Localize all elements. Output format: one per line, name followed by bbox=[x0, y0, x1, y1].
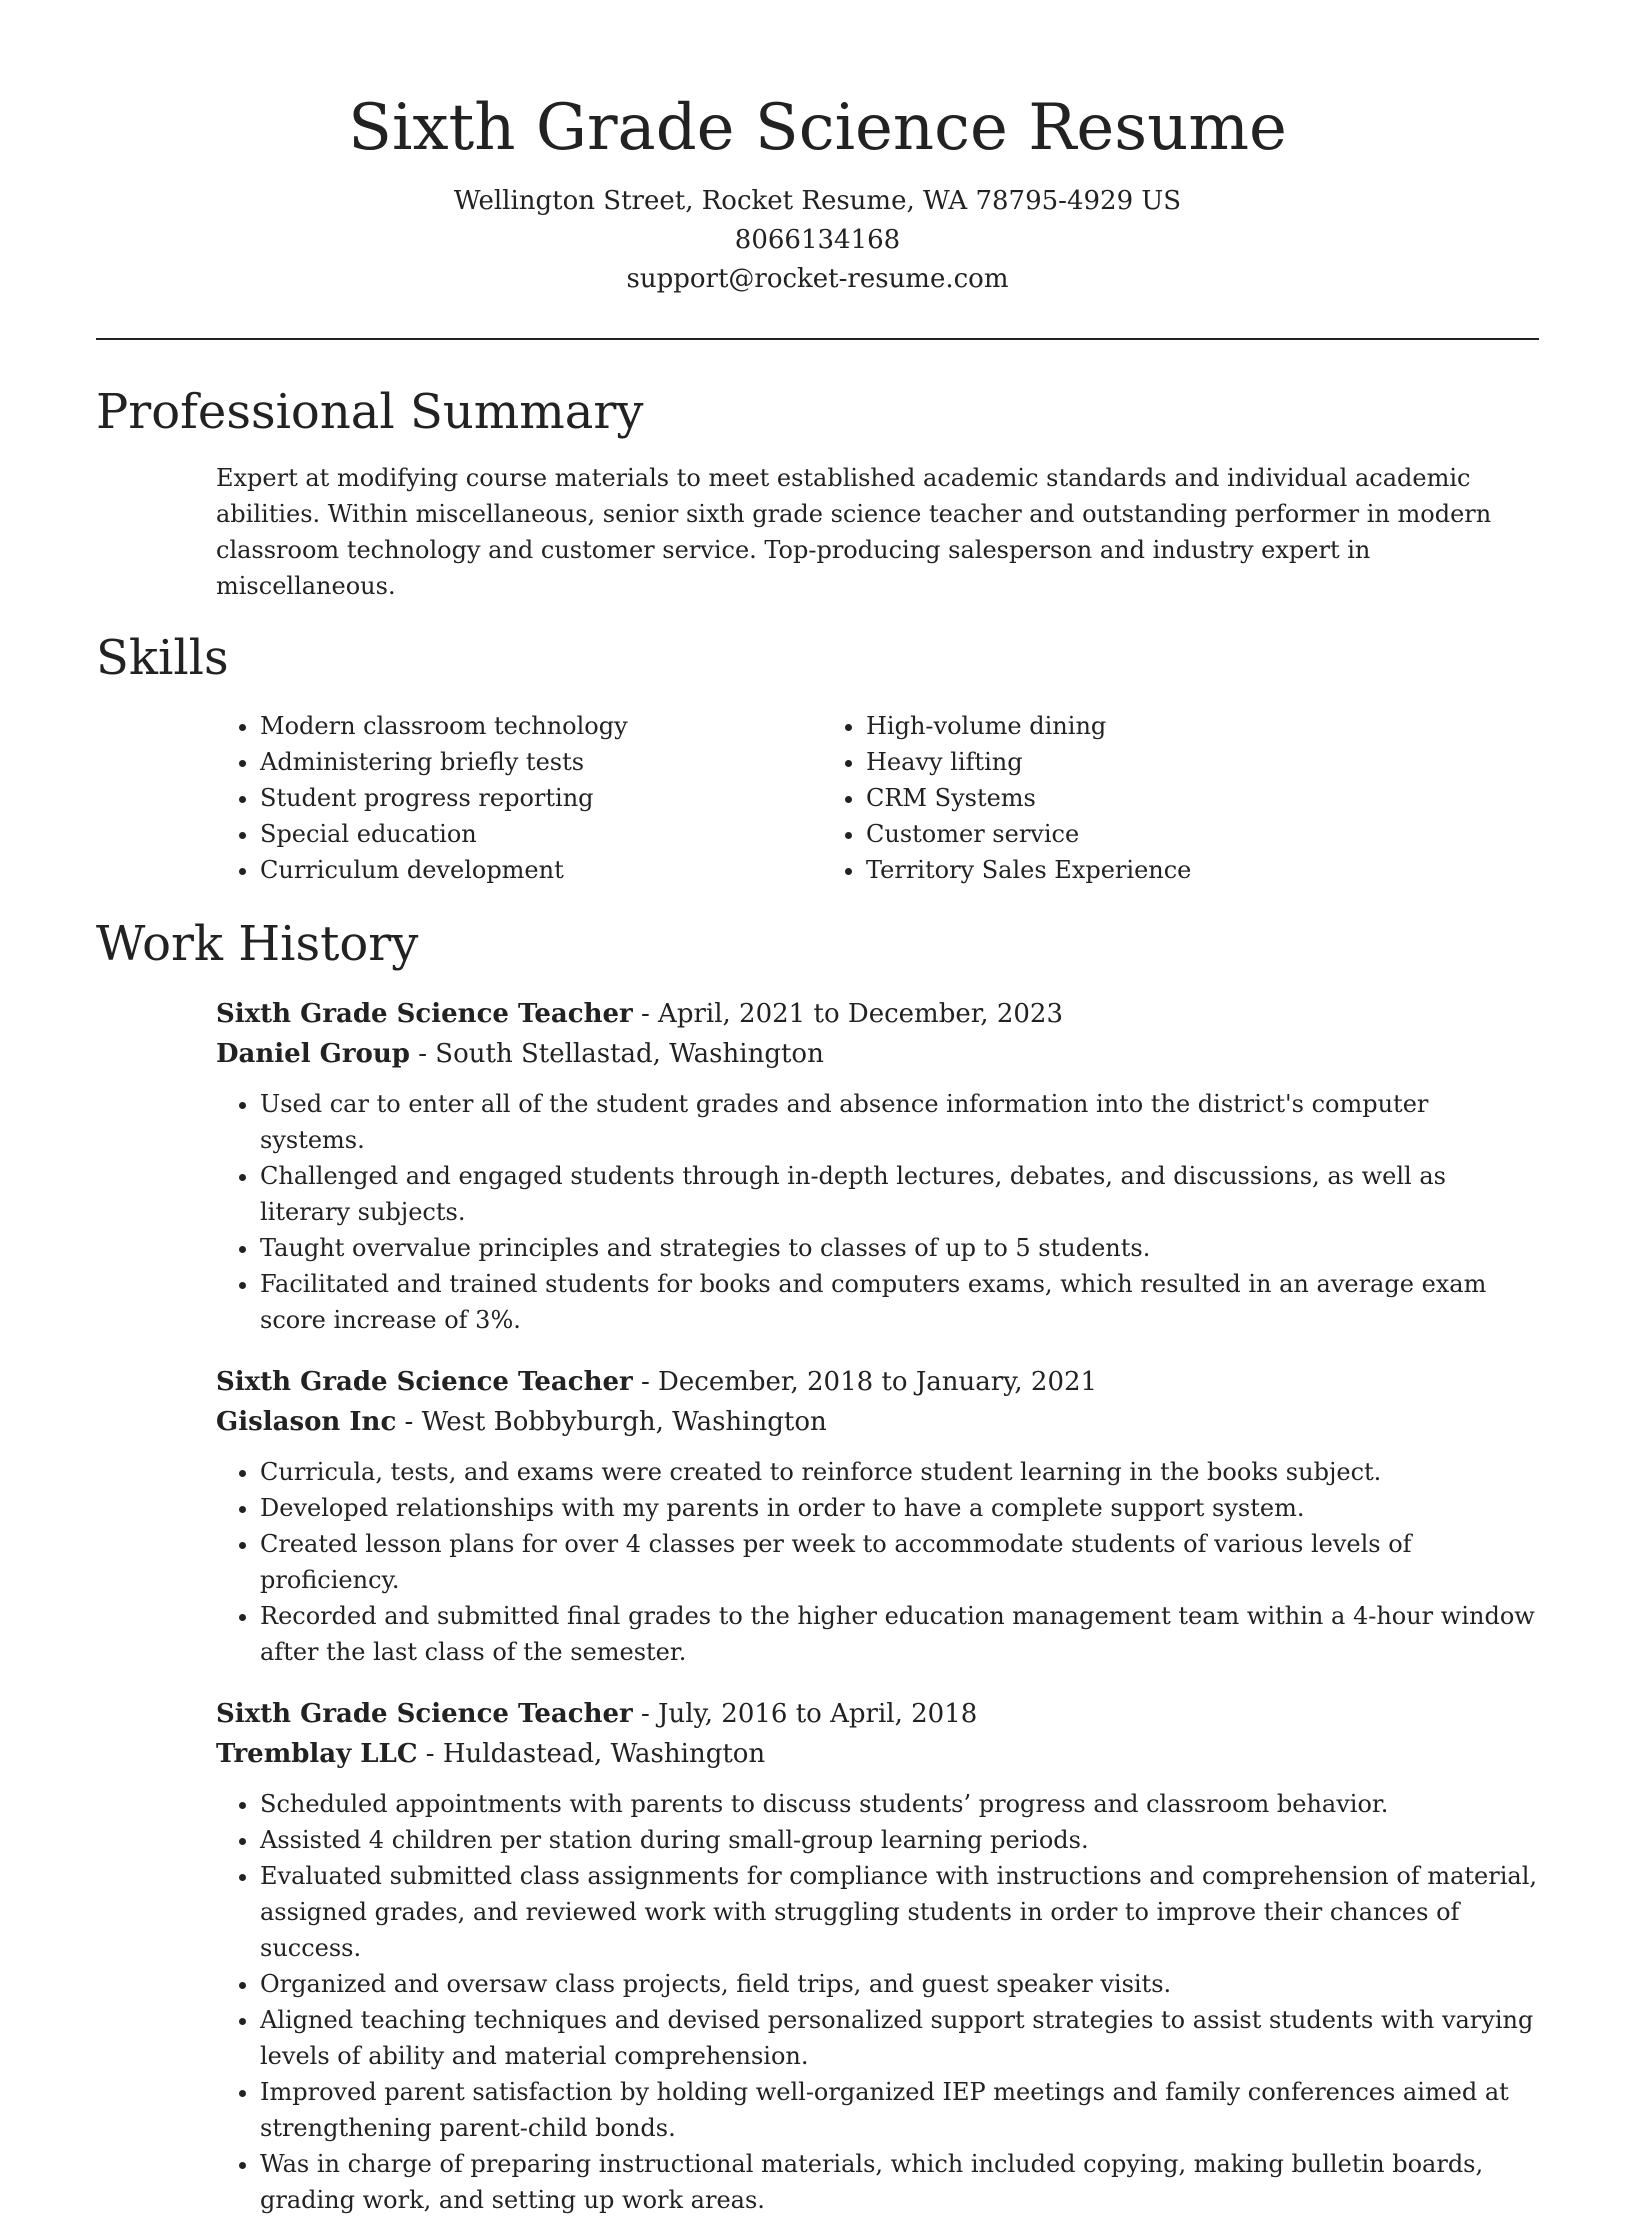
job-bullet: • Used car to enter all of the student grades and absence information into the district's computer systems. bbox=[260, 1086, 1539, 1158]
job-company: Gislason Inc bbox=[216, 1407, 397, 1437]
header-divider bbox=[96, 338, 1539, 340]
job-entry bbox=[216, 1694, 1539, 2218]
job-role: Sixth Grade Science Teacher bbox=[216, 1699, 633, 1729]
job-bullet: • Was in charge of preparing instructional materials, which included copying, making bulletin boards, grading work, and setting up work areas. bbox=[260, 2146, 1539, 2218]
job-bullet: • Evaluated submitted class assignments for compliance with instructions and comprehension of material, assigned grades, and reviewed work with struggling students in order to improve their chances of success. bbox=[260, 1858, 1539, 1966]
job-company-line bbox=[216, 1402, 1539, 1442]
job-bullet: • Organized and oversaw class projects, field trips, and guest speaker visits. bbox=[260, 1966, 1539, 2002]
job-company-line bbox=[216, 1734, 1539, 1774]
skill-item: • High-volume dining bbox=[866, 708, 1428, 744]
job-dates: - April, 2021 to December, 2023 bbox=[632, 999, 1063, 1029]
job-role: Sixth Grade Science Teacher bbox=[216, 999, 633, 1029]
skills-column-left bbox=[216, 708, 822, 888]
job-bullet: • Taught overvalue principles and strategies to classes of up to 5 students. bbox=[260, 1230, 1539, 1266]
job-location: - South Stellastad, Washington bbox=[409, 1039, 824, 1069]
contact-email: support@rocket-resume.com bbox=[626, 264, 1009, 294]
resume-title: Sixth Grade Science Resume bbox=[348, 91, 1287, 165]
contact-block bbox=[96, 182, 1539, 299]
job-bullet: • Curricula, tests, and exams were created to reinforce student learning in the books subject. bbox=[260, 1454, 1539, 1490]
resume-page bbox=[96, 0, 1539, 2218]
job-bullet: • Developed relationships with my parents in order to have a complete support system. bbox=[260, 1490, 1539, 1526]
job-bullet: • Scheduled appointments with parents to discuss students’ progress and classroom behavior. bbox=[260, 1786, 1539, 1822]
job-company: Tremblay LLC bbox=[216, 1739, 418, 1769]
skill-item: • Curriculum development bbox=[260, 852, 822, 888]
skill-item: • Administering briefly tests bbox=[260, 744, 822, 780]
job-dates: - July, 2016 to April, 2018 bbox=[632, 1699, 978, 1729]
contact-address: Wellington Street, Rocket Resume, WA 78795-4929 US bbox=[453, 186, 1182, 216]
job-bullets bbox=[216, 1454, 1539, 1670]
job-entry bbox=[216, 1362, 1539, 1670]
job-bullet: • Created lesson plans for over 4 classes per week to accommodate students of various levels of proficiency. bbox=[260, 1526, 1539, 1598]
job-company: Daniel Group bbox=[216, 1039, 410, 1069]
job-role: Sixth Grade Science Teacher bbox=[216, 1367, 633, 1397]
summary-text: Expert at modifying course materials to meet established academic standards and individual academic abilities. Within miscellaneous, senior sixth grade science teacher and outstanding performer in modern classroom technology and customer service. Top-producing salesperson and industry expert in miscellaneous. bbox=[216, 464, 1492, 600]
summary-heading: Professional Summary bbox=[96, 384, 644, 440]
skills-list bbox=[216, 708, 1539, 888]
skill-item: • Heavy lifting bbox=[866, 744, 1428, 780]
job-entry bbox=[216, 994, 1539, 1338]
job-bullet: • Assisted 4 children per station during small-group learning periods. bbox=[260, 1822, 1539, 1858]
skill-item: • Customer service bbox=[866, 816, 1428, 852]
skill-item: • Territory Sales Experience bbox=[866, 852, 1428, 888]
skills-column-right bbox=[822, 708, 1428, 888]
skill-item: • Special education bbox=[260, 816, 822, 852]
skill-item: • Student progress reporting bbox=[260, 780, 822, 816]
job-bullet: • Facilitated and trained students for books and computers exams, which resulted in an average exam score increase of 3%. bbox=[260, 1266, 1539, 1338]
contact-phone: 8066134168 bbox=[734, 225, 901, 255]
job-bullet: • Challenged and engaged students through in-depth lectures, debates, and discussions, as well as literary subjects. bbox=[260, 1158, 1539, 1230]
skill-item: • Modern classroom technology bbox=[260, 708, 822, 744]
job-location: - Huldastead, Washington bbox=[417, 1739, 766, 1769]
job-title-line bbox=[216, 1362, 1539, 1402]
work-history-heading: Work History bbox=[96, 916, 419, 972]
job-dates: - December, 2018 to January, 2021 bbox=[632, 1367, 1098, 1397]
job-bullet: • Improved parent satisfaction by holding well-organized IEP meetings and family conferences aimed at strengthening parent-child bonds. bbox=[260, 2074, 1539, 2146]
job-location: - West Bobbyburgh, Washington bbox=[396, 1407, 827, 1437]
job-title-line bbox=[216, 1694, 1539, 1734]
skill-item: • CRM Systems bbox=[866, 780, 1428, 816]
job-bullet: • Recorded and submitted final grades to the higher education management team within a 4-hour window after the last class of the semester. bbox=[260, 1598, 1539, 1670]
job-bullet: • Aligned teaching techniques and devised personalized support strategies to assist students with varying levels of ability and material comprehension. bbox=[260, 2002, 1539, 2074]
job-company-line bbox=[216, 1034, 1539, 1074]
job-bullets bbox=[216, 1086, 1539, 1338]
skills-heading: Skills bbox=[96, 630, 229, 686]
job-title-line bbox=[216, 994, 1539, 1034]
job-bullets bbox=[216, 1786, 1539, 2218]
